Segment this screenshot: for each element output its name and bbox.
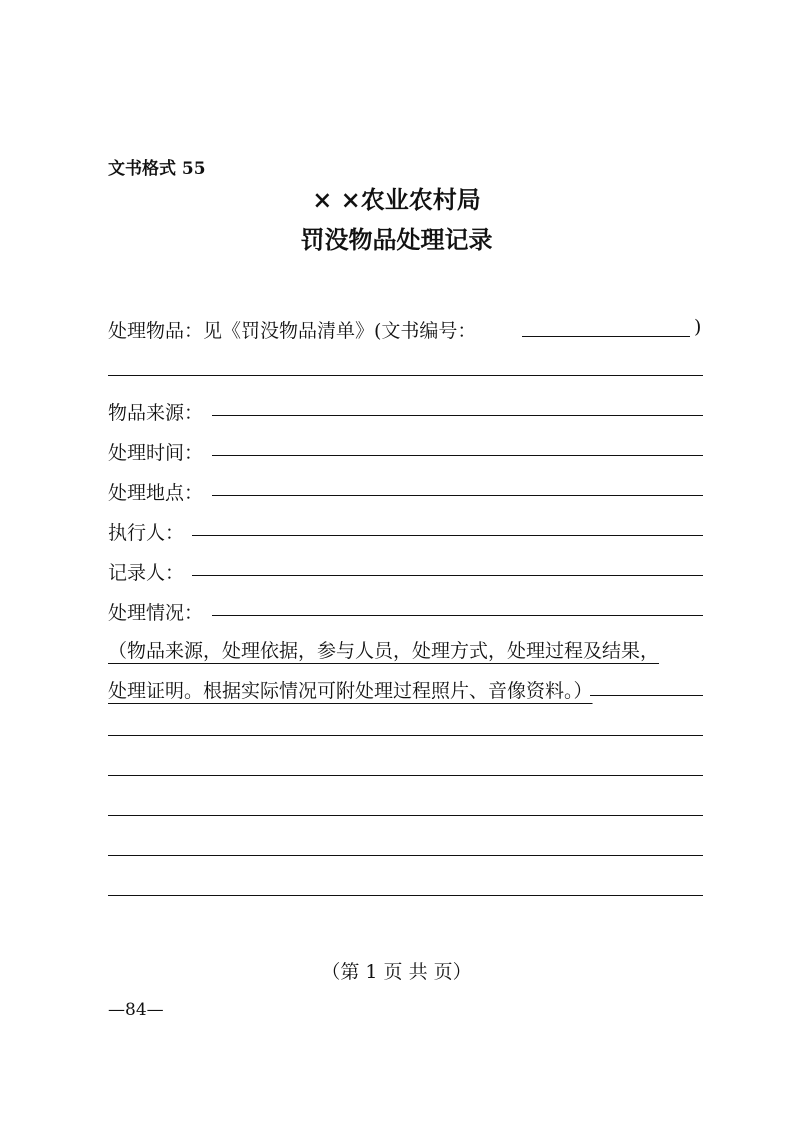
blank-line-1[interactable] bbox=[108, 735, 703, 736]
document-title: 罚没物品处理记录 bbox=[300, 225, 493, 254]
recorder-field[interactable] bbox=[192, 575, 703, 576]
recorder-label: 记录人： bbox=[108, 562, 185, 584]
agency-title: × ×农业农村局 bbox=[312, 185, 481, 214]
time-field[interactable] bbox=[212, 455, 703, 456]
situation-label: 处理情况： bbox=[108, 602, 204, 624]
doc-number-field[interactable] bbox=[522, 336, 690, 337]
page-number: —84— bbox=[108, 1000, 164, 1020]
situation-hint-line-2: 处理证明。根据实际情况可附处理过程照片、音像资料。） bbox=[108, 680, 593, 702]
blank-line-3[interactable] bbox=[108, 815, 703, 816]
items-label: 处理物品：见《罚没物品清单》(文书编号： bbox=[108, 320, 477, 342]
items-continuation-line[interactable] bbox=[108, 375, 703, 376]
blank-line-5[interactable] bbox=[108, 895, 703, 896]
form-code: 文书格式 55 bbox=[108, 159, 206, 179]
source-label: 物品来源： bbox=[108, 402, 204, 424]
items-close-paren: ) bbox=[694, 316, 702, 338]
location-field[interactable] bbox=[212, 495, 703, 496]
hint-line-2-tail[interactable] bbox=[590, 695, 703, 696]
location-label: 处理地点： bbox=[108, 482, 204, 504]
source-field[interactable] bbox=[212, 415, 703, 416]
page-info: （第 1 页 共 页） bbox=[321, 961, 472, 983]
blank-line-4[interactable] bbox=[108, 855, 703, 856]
blank-line-2[interactable] bbox=[108, 775, 703, 776]
situation-hint-line-1: （物品来源，处理依据，参与人员，处理方式，处理过程及结果， bbox=[108, 640, 660, 662]
time-label: 处理时间： bbox=[108, 442, 204, 464]
situation-field[interactable] bbox=[212, 615, 703, 616]
executor-label: 执行人： bbox=[108, 522, 185, 544]
executor-field[interactable] bbox=[192, 535, 703, 536]
